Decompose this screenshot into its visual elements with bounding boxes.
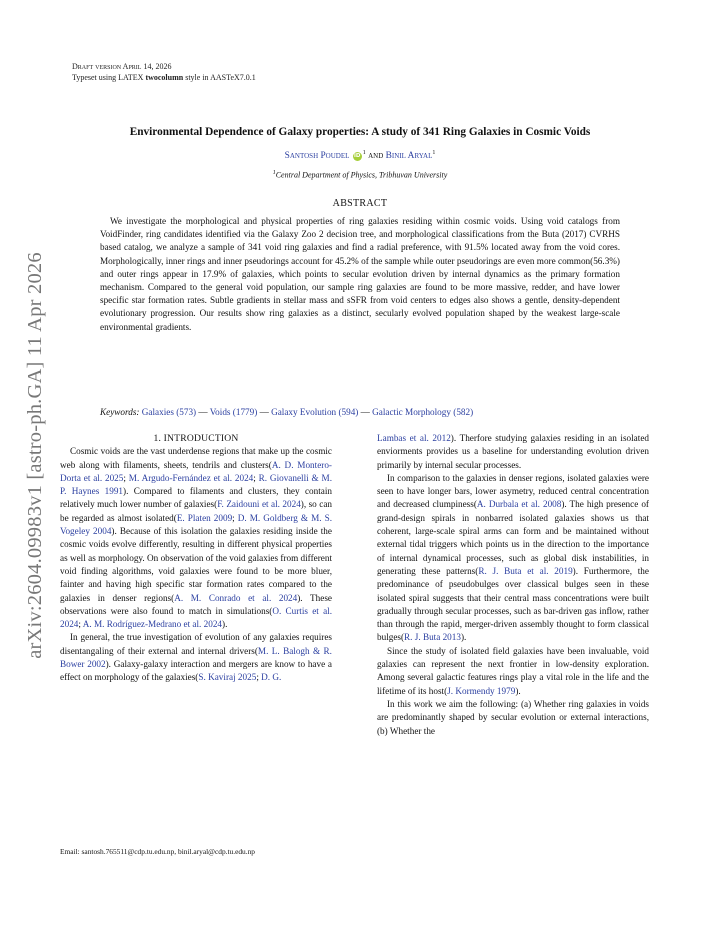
intro-paragraph-2 bbox=[60, 631, 332, 684]
body-text: ). Therfore studying galaxies residing in an isolated enviorments provides us a baseline for understanding evolution driven primarily by internal secular processes. bbox=[377, 433, 649, 470]
body-text: ). These observations were also found to match in simulations( bbox=[60, 592, 332, 616]
intro-paragraph-5 bbox=[377, 698, 649, 738]
body-text: In comparison to the galaxies in denser regions, isolated galaxies were seen to have longer bars, lower asymetry, reduced central concentration and decreased clumpiness( bbox=[377, 472, 649, 510]
body-text: ). Galaxy-galaxy interaction and mergers are know to have a effect on morphology of the galaxies( bbox=[60, 659, 332, 683]
body-text: ; bbox=[78, 619, 83, 630]
author-1-name[interactable]: Santosh Poudel bbox=[284, 151, 350, 162]
body-text: In this work we aim the following: (a) Whether ring galaxies in voids are predominantly shaped by secular evolution or external interactions, (b) Whether the bbox=[377, 698, 649, 736]
author-and: and bbox=[365, 151, 386, 162]
author-1-affil-sup: 1 bbox=[362, 150, 366, 156]
citation-link[interactable]: A. Durbala et al. 2008 bbox=[476, 499, 562, 510]
citation-link[interactable]: R. J. Buta 2013 bbox=[404, 632, 461, 643]
left-column bbox=[60, 432, 332, 685]
citation-link[interactable]: M. Argudo-Fernández et al. 2024 bbox=[128, 472, 254, 483]
citation-link[interactable]: M. L. Balogh & R. Bower 2002 bbox=[60, 645, 332, 670]
keywords-line bbox=[100, 407, 640, 417]
email-footnote: Email: santosh.765511@cdp.tu.edu.np, binil.aryal@cdp.tu.edu.np bbox=[60, 847, 255, 856]
body-text: ). Because of this isolation the galaxies residing inside the cosmic voids evolve differently, resulting in different physical properties as well as morphology. On observation of the void galaxies from different void finding algorithms, void galaxies were found to be more bluer, fainter and having high specific star formation rates compared to the galaxies in denser regions( bbox=[60, 526, 332, 603]
abstract-heading: ABSTRACT bbox=[332, 198, 388, 209]
intro-paragraph-4 bbox=[377, 645, 649, 698]
body-text: ). Furthermore, the predominance of pseudobulges over classical bulges seen in these isolated spiral suggests that their central mass concentrations were built gradually through secular processes, such as bar-driven gas inflow, rather than through the rapid, merger-driven assembly thought to form classical bulges( bbox=[377, 565, 649, 643]
affiliation bbox=[60, 170, 660, 180]
section-heading-introduction: 1. INTRODUCTION bbox=[153, 433, 239, 444]
abstract-body: We investigate the morphological and physical properties of ring galaxies residing within cosmic voids. Using void catalogs from VoidFinder, ring candidates identified via the Galaxy Zoo 2 decision tree, and morphological classifications from the Buta (2017) CVRHS based catalog, we analyze a sample of 341 void ring galaxies and find a radial preference, with 91.5% located away from the void cores. Morphologically, inner rings and inner pseudorings account for 45.2% of the sample while outer pseudorings are even more common(56.3%) and outer rings appear in 17.9% of galaxies, which points to secular evolution driven by internal dynamics as the primary formation mechanism. Compared to the general void population, our sample ring galaxies are found to be more massive, redder, and have lower specific star formation rates. Subtle gradients in stellar mass and sSFR from void centers to edges also shows a gentle, density-dependent evolutionary progression. Our results show ring galaxies as a distinct, secularly evolved population shaped by the weakest large-scale environmental gradients. bbox=[100, 216, 620, 332]
citation-link[interactable]: A. M. Conrado et al. 2024 bbox=[174, 592, 298, 603]
keyword-link[interactable]: Galaxy Evolution (594) bbox=[271, 407, 359, 417]
body-text: ; bbox=[256, 672, 262, 683]
latex-logo: LATEX bbox=[118, 73, 144, 82]
orcid-icon[interactable]: iD bbox=[354, 153, 361, 160]
keyword-separator: — bbox=[358, 407, 373, 417]
typeset-style: twocolumn bbox=[145, 73, 184, 82]
keyword-link[interactable]: Galactic Morphology (582) bbox=[372, 407, 474, 417]
keyword-link[interactable]: Voids (1779) bbox=[209, 407, 258, 417]
draft-line: Draft version April 14, 2026 bbox=[72, 62, 172, 71]
citation-link[interactable]: R. J. Buta et al. 2019 bbox=[478, 565, 573, 576]
body-text: ). The high presence of grand-design spirals in nonbarred isolated galaxies shows us that coherent, large-scale spiral arms can form and be maintained without external tidal triggers which points us in the direction to the importance of internal dynamical processes, such as global disk instabilities, in generating these patterns( bbox=[377, 499, 649, 576]
body-text: ; bbox=[123, 472, 129, 483]
keywords-label: Keywords: bbox=[100, 407, 140, 417]
author-2-name[interactable]: Binil Aryal bbox=[385, 151, 433, 162]
keyword-link[interactable]: Galaxies (573) bbox=[141, 407, 197, 417]
intro-paragraph-3 bbox=[377, 472, 649, 645]
keywords-list bbox=[142, 407, 473, 417]
body-text: ). bbox=[222, 619, 228, 630]
citation-link[interactable]: O. Curtis et al. 2024 bbox=[60, 605, 332, 630]
draft-header bbox=[72, 61, 256, 83]
citation-link[interactable]: A. M. Rodríguez-Medrano et al. 2024 bbox=[82, 619, 223, 630]
citation-link[interactable]: D. G. bbox=[261, 672, 282, 683]
author-2-affil-sup: 1 bbox=[432, 150, 436, 156]
typeset-line bbox=[72, 72, 256, 83]
body-text: ), so can be regarded as almost isolated( bbox=[60, 499, 332, 523]
paper-title: Environmental Dependence of Galaxy properties: A study of 341 Ring Galaxies in Cosmic Voids bbox=[129, 126, 591, 138]
body-text: ; bbox=[232, 512, 238, 523]
citation-link[interactable]: R. Giovanelli & M. P. Haynes 1991 bbox=[60, 472, 333, 497]
affiliation-text: Central Department of Physics, Tribhuvan University bbox=[275, 170, 448, 180]
body-text: ). bbox=[515, 685, 521, 696]
citation-link[interactable]: S. Kaviraj 2025 bbox=[198, 672, 257, 683]
citation-link[interactable]: J. Kormendy 1979 bbox=[447, 685, 516, 696]
citation-link[interactable]: A. D. Montero-Dorta et al. 2025 bbox=[60, 459, 332, 483]
body-text: In general, the true investigation of evolution of any galaxies requires disentangaling of their external and internal drivers( bbox=[60, 632, 332, 656]
arxiv-stamp-text: arXiv:2604.09983v1 [astro-ph.GA] 11 Apr 2026 bbox=[23, 251, 46, 659]
typeset-prefix: Typeset using bbox=[72, 73, 119, 82]
keyword-separator: — bbox=[257, 407, 272, 417]
right-column bbox=[377, 432, 649, 738]
author-line bbox=[60, 150, 660, 161]
citation-link[interactable]: D. M. Goldberg & M. S. Vogeley 2004 bbox=[60, 512, 332, 537]
citation-link[interactable]: Lambas et al. 2012 bbox=[377, 433, 451, 443]
body-text: Since the study of isolated field galaxies have been invaluable, void galaxies can represent the next frontier in low-density exploration. Among several galactic features rings play a vital role in the life and the lifetime of its host( bbox=[377, 645, 649, 696]
keyword-separator: — bbox=[196, 407, 210, 417]
intro-paragraph-1 bbox=[60, 445, 332, 631]
body-text: Cosmic voids are the vast underdense regions that make up the cosmic web along with filaments, sheets, tendrils and clusters( bbox=[60, 446, 332, 470]
intro-paragraph-2-cont bbox=[377, 432, 649, 472]
citation-link[interactable]: E. Platen 2009 bbox=[176, 512, 233, 523]
arxiv-stamp bbox=[4, 230, 66, 680]
citation-link[interactable]: F. Zaidouni et al. 2024 bbox=[217, 499, 301, 510]
typeset-suffix: style in AASTeX7.0.1 bbox=[183, 73, 256, 82]
affiliation-sup: 1 bbox=[272, 170, 276, 176]
body-text: ). bbox=[460, 632, 467, 643]
body-text: ). Compared to filaments and clusters, they contain relatively much lower number of galaxies( bbox=[60, 486, 332, 510]
body-text: ; bbox=[253, 472, 259, 483]
